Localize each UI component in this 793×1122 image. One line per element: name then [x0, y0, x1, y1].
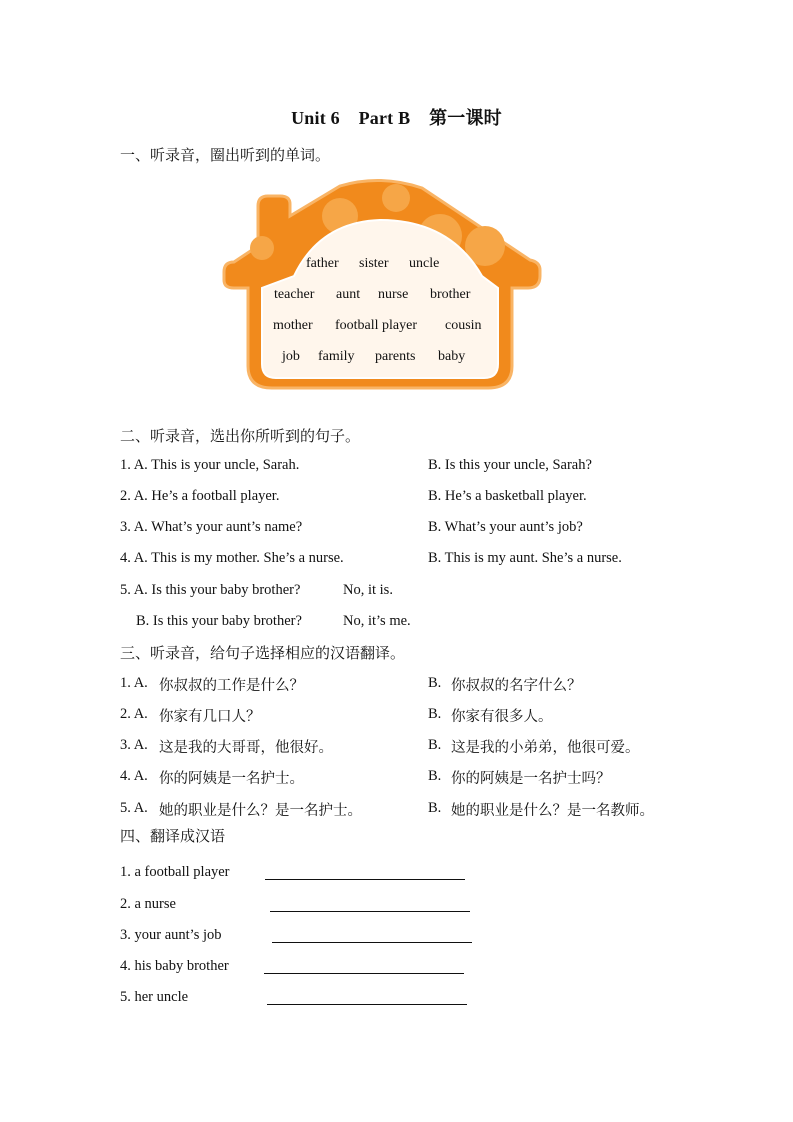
s3-item4-b: 你的阿姨是一名护士吗？ — [451, 771, 611, 787]
s2-item3-a: 3. A. What’s your aunt’s name? — [120, 519, 303, 535]
s3-item5-num: 5. A. — [120, 800, 148, 816]
word-football-player: football player — [335, 318, 418, 333]
s3-item2-b: 你家有很多人。 — [451, 709, 553, 725]
word-sister: sister — [359, 256, 389, 271]
s4-item4-prompt: 4. his baby brother — [120, 958, 229, 974]
s3-item5-b-label: B. — [428, 800, 442, 816]
section-4-heading: 四、翻译成汉语 — [120, 827, 226, 845]
s3-item3-a: 这是我的大哥哥，他很好。 — [159, 740, 333, 756]
word-family: family — [318, 349, 355, 364]
s2-item5-a-answer: No, it is. — [343, 582, 393, 598]
word-mother: mother — [273, 318, 313, 333]
word-father: father — [306, 256, 339, 271]
s3-item2-num: 2. A. — [120, 706, 148, 722]
s3-item4-num: 4. A. — [120, 768, 148, 784]
word-brother: brother — [430, 287, 471, 302]
s4-item1-answer-blank[interactable] — [265, 879, 465, 880]
s2-item5-a-question: 5. A. Is this your baby brother? — [120, 582, 301, 598]
s2-item2-b: B. He’s a basketball player. — [428, 488, 587, 504]
s3-item3-b-label: B. — [428, 737, 442, 753]
s2-item4-a: 4. A. This is my mother. She’s a nurse. — [120, 550, 344, 566]
section-3-heading: 三、听录音，给句子选择相应的汉语翻译。 — [120, 644, 406, 662]
section-2-heading: 二、听录音，选出你所听到的句子。 — [120, 427, 361, 445]
word-cousin: cousin — [445, 318, 482, 333]
page-title: Unit 6 Part B 第一课时 — [291, 108, 502, 128]
s3-item3-b: 这是我的小弟弟，他很可爱。 — [451, 740, 640, 756]
s4-item4-answer-blank[interactable] — [264, 973, 464, 974]
s2-item1-b: B. Is this your uncle, Sarah? — [428, 457, 592, 473]
s3-item4-b-label: B. — [428, 768, 442, 784]
house-word-box — [210, 176, 550, 398]
s3-item5-b: 她的职业是什么？是一名教师。 — [451, 803, 654, 819]
s3-item3-num: 3. A. — [120, 737, 148, 753]
word-baby: baby — [438, 349, 466, 364]
s3-item1-a: 你叔叔的工作是什么？ — [159, 678, 304, 694]
s4-item3-prompt: 3. your aunt’s job — [120, 927, 222, 943]
s2-item5-b-answer: No, it’s me. — [343, 613, 411, 629]
s3-item4-a: 你的阿姨是一名护士。 — [159, 771, 304, 787]
s4-item2-prompt: 2. a nurse — [120, 896, 176, 912]
s4-item5-prompt: 5. her uncle — [120, 989, 189, 1005]
s4-item5-answer-blank[interactable] — [267, 1004, 467, 1005]
s3-item2-a: 你家有几口人？ — [159, 709, 261, 725]
s2-item3-b: B. What’s your aunt’s job? — [428, 519, 583, 535]
s2-item2-a: 2. A. He’s a football player. — [120, 488, 280, 504]
word-aunt: aunt — [336, 287, 361, 302]
s3-item5-a: 她的职业是什么？是一名护士。 — [159, 803, 362, 819]
s3-item1-num: 1. A. — [120, 675, 148, 691]
s4-item3-answer-blank[interactable] — [272, 942, 472, 943]
s2-item5-b-question: B. Is this your baby brother? — [136, 613, 302, 629]
word-teacher: teacher — [274, 287, 315, 302]
s3-item1-b-label: B. — [428, 675, 442, 691]
s3-item1-b: 你叔叔的名字什么？ — [451, 678, 582, 694]
s3-item2-b-label: B. — [428, 706, 442, 722]
s2-item1-a: 1. A. This is your uncle, Sarah. — [120, 457, 300, 473]
s4-item1-prompt: 1. a football player — [120, 864, 230, 880]
word-job: job — [282, 349, 300, 364]
word-uncle: uncle — [409, 256, 440, 271]
s2-item4-b: B. This is my aunt. She’s a nurse. — [428, 550, 622, 566]
s4-item2-answer-blank[interactable] — [270, 911, 470, 912]
section-1-heading: 一、听录音，圈出听到的单词。 — [120, 146, 331, 164]
word-nurse: nurse — [378, 287, 409, 302]
word-parents: parents — [375, 349, 416, 364]
